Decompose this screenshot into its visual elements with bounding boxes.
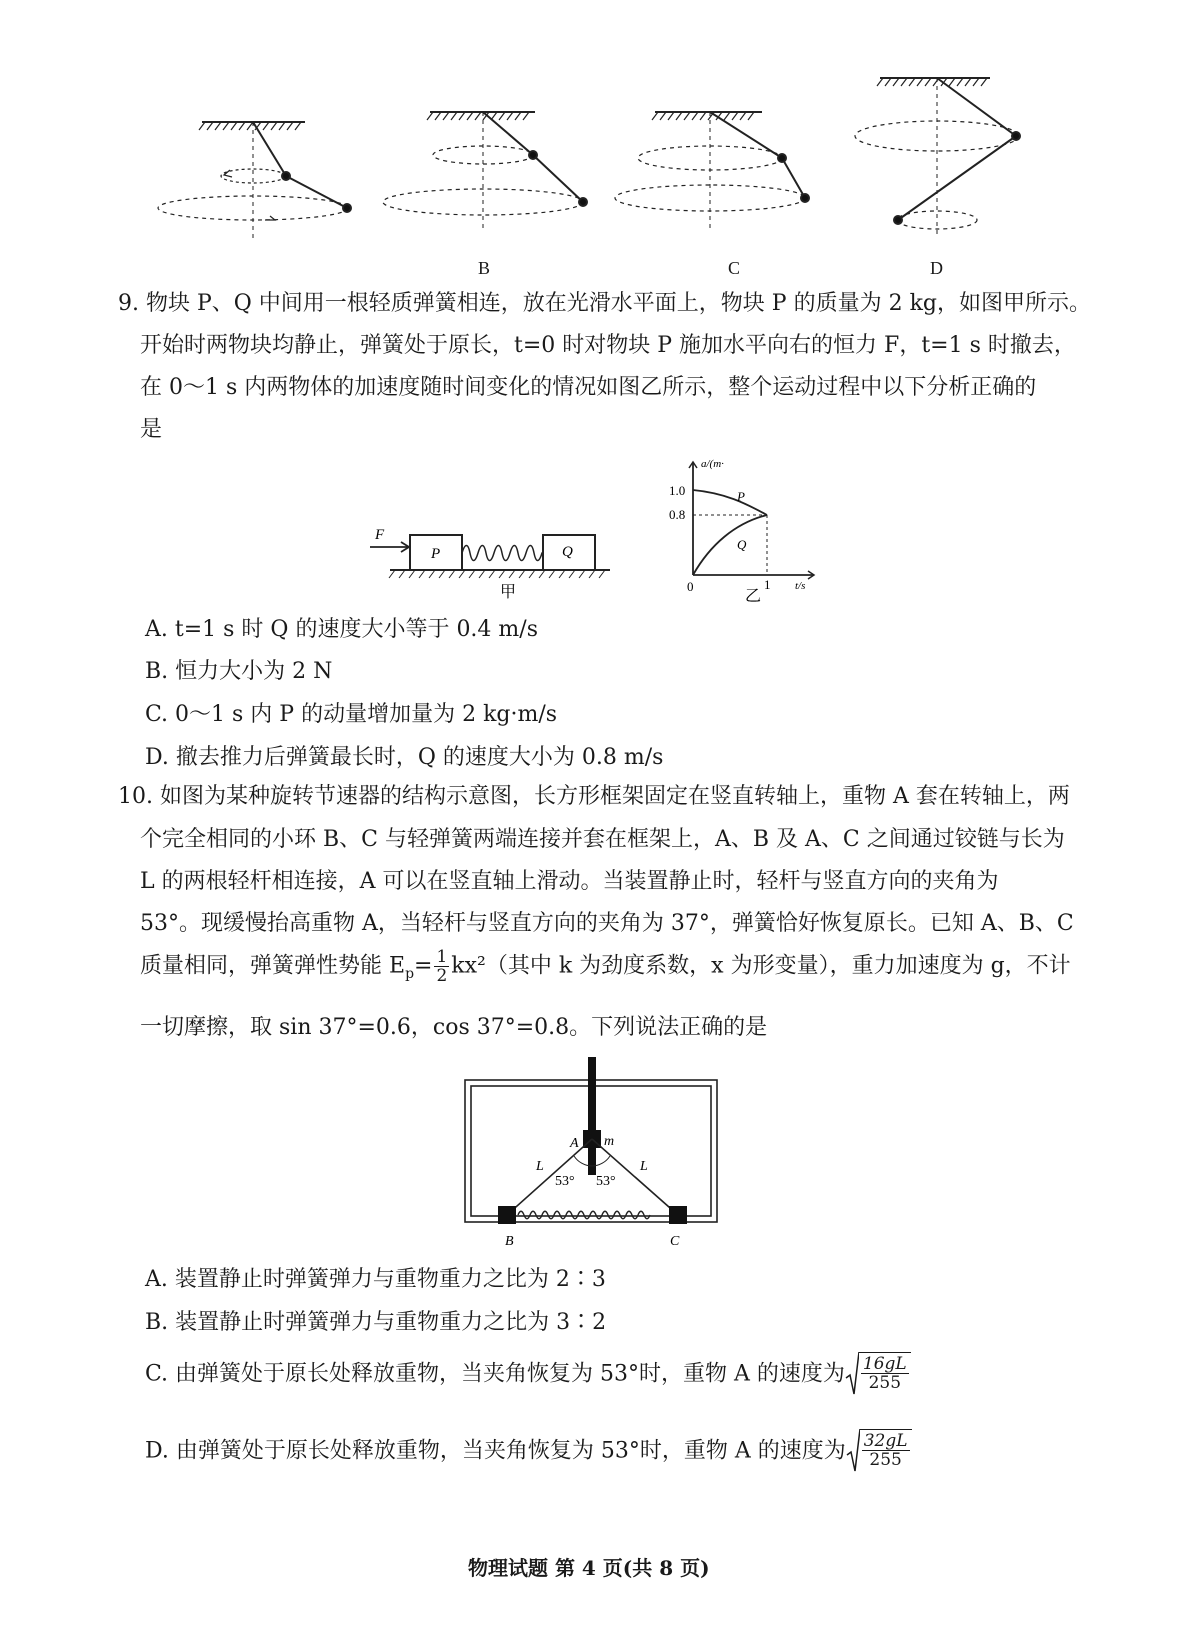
q9-figure-jia [365, 525, 635, 605]
q10-option-d [145, 1429, 912, 1469]
tick-origin: 0 [687, 579, 694, 594]
q9-option-d: D. 撤去推力后弹簧最长时，Q 的速度大小为 0.8 m/s [145, 745, 664, 770]
q10-line-5 [140, 948, 1071, 988]
label-l-left: L [536, 1159, 544, 1174]
q9-option-a: A. t=1 s 时 Q 的速度大小等于 0.4 m/s [145, 617, 538, 642]
line5-pre: 质量相同，弹簧弹性势能 E [140, 953, 406, 979]
q8-label-c: C [728, 258, 741, 278]
half-fraction [434, 948, 449, 985]
q10-line-6: 一切摩擦，取 sin 37°=0.6，cos 37°=0.8。下列说法正确的是 [140, 1015, 768, 1040]
caption-jia: 甲 [500, 584, 517, 601]
ring-b [498, 1206, 516, 1224]
q8-label-b: B [478, 258, 491, 278]
caption-yi: 乙 [745, 588, 762, 605]
q8-label-d: D [930, 258, 943, 278]
q10-figure [460, 1055, 730, 1255]
tick-y2: 0.8 [669, 507, 686, 522]
rotation-shaft [588, 1057, 596, 1175]
q10-option-a: A. 装置静止时弹簧弹力与重物重力之比为 2∶3 [145, 1267, 606, 1292]
q10-line-1: 10. 如图为某种旋转节速器的结构示意图，长方形框架固定在竖直转轴上，重物 A 套在转轴上，两 [118, 784, 1070, 809]
curve-q-label: Q [737, 537, 747, 552]
q8-figure-b [383, 112, 587, 230]
spring [462, 546, 544, 561]
q9-line-2: 开始时两物块均静止，弹簧处于原长，t=0 时对物块 P 施加水平向右的恒力 F，t=1 s 时撤去， [140, 333, 1076, 358]
line5-eq: = [414, 953, 433, 979]
option-c-den: 255 [868, 1373, 902, 1393]
q8-figure-a [158, 122, 351, 240]
label-f: F [375, 527, 385, 543]
q10-option-b: B. 装置静止时弹簧弹力与重物重力之比为 3∶2 [145, 1310, 607, 1335]
q8-figures [150, 70, 1050, 280]
label-q: Q [562, 544, 573, 560]
angle-left: 53° [555, 1174, 575, 1189]
option-d-text: D. 由弹簧处于原长处释放重物，当夹角恢复为 53°时，重物 A 的速度为 [145, 1438, 846, 1464]
q10-line-2: 个完全相同的小环 B、C 与轻弹簧两端连接并套在框架上，A、B 及 A、C 之间通过铰链与长为 [140, 827, 1065, 852]
curve-q [693, 515, 767, 575]
option-c-text: C. 由弹簧处于原长处释放重物，当夹角恢复为 53°时，重物 A 的速度为 [145, 1361, 845, 1387]
q9-option-c: C. 0～1 s 内 P 的动量增加量为 2 kg·m/s [145, 702, 558, 727]
q9-figure-yi [665, 455, 825, 605]
q9-line-1: 9. 物块 P、Q 中间用一根轻质弹簧相连，放在光滑水平面上，物块 P 的质量为 2 kg，如图甲所示。 [118, 291, 1091, 316]
label-b: B [505, 1234, 514, 1249]
label-c: C [670, 1234, 680, 1249]
q9-option-b: B. 恒力大小为 2 N [145, 659, 333, 684]
sqrt-c [845, 1352, 911, 1392]
tick-y1: 1.0 [669, 483, 686, 498]
q10-line-3: L 的两根轻杆相连接，A 可以在竖直轴上滑动。当装置静止时，轻杆与竖直方向的夹角为 [140, 869, 999, 894]
label-p: P [431, 546, 441, 562]
frac-num: 1 [436, 947, 448, 967]
sqrt-d [846, 1429, 912, 1469]
q8-figure-d [855, 78, 1020, 235]
option-d-num: 32gL [863, 1431, 908, 1451]
angle-right: 53° [596, 1174, 616, 1189]
line5-sub: p [405, 965, 415, 982]
curve-p [693, 490, 767, 515]
q8-figure-c [615, 112, 809, 230]
rod-left [507, 1139, 592, 1215]
spring-bc [518, 1211, 650, 1219]
label-l-right: L [640, 1159, 648, 1174]
ring-c [669, 1206, 687, 1224]
q10-line-4: 53°。现缓慢抬高重物 A，当轻杆与竖直方向的夹角为 37°，弹簧恰好恢复原长。已知 A、B、C [140, 911, 1074, 936]
line5-post: kx²（其中 k 为劲度系数，x 为形变量），重力加速度为 g，不计 [451, 953, 1071, 979]
label-a: A [570, 1136, 579, 1151]
xlabel: t/s [795, 580, 806, 592]
frac-den: 2 [436, 966, 448, 986]
option-d-den: 255 [869, 1450, 902, 1470]
q9-line-3: 在 0～1 s 内两物体的加速度随时间变化的情况如图乙所示，整个运动过程中以下分析正确的 [140, 375, 1037, 400]
page-footer: 物理试题 第 4 页(共 8 页) [468, 1556, 710, 1580]
curve-p-label: P [737, 489, 745, 504]
q9-line-4: 是 [140, 417, 163, 442]
label-m: m [604, 1134, 615, 1149]
option-c-num: 16gL [862, 1354, 907, 1374]
ylabel: a/(m· [701, 458, 724, 470]
tick-x1: 1 [764, 577, 771, 592]
q10-option-c [145, 1352, 911, 1392]
